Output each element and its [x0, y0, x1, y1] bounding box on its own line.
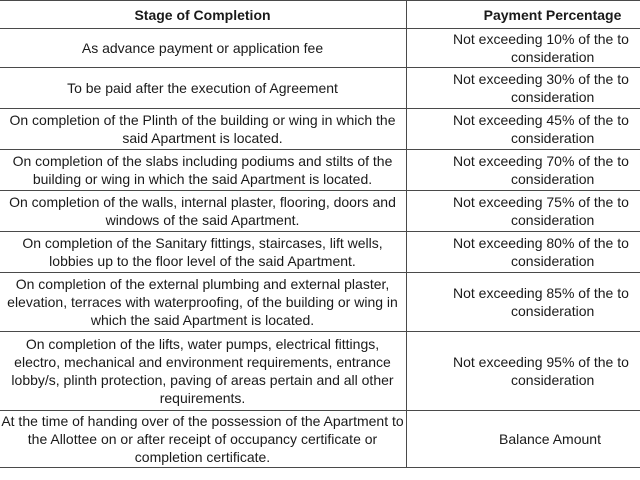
payment-line-2: consideration — [511, 49, 595, 65]
payment-line-1: Not exceeding 10% of the to — [453, 31, 629, 47]
payment-line-1: Balance Amount — [499, 431, 601, 447]
payment-cell — [407, 332, 640, 411]
table-row — [0, 232, 640, 273]
payment-line-1: Not exceeding 45% of the to — [453, 112, 629, 128]
payment-cell — [407, 109, 640, 150]
stage-cell: At the time of handing over of the possession of the Apartment to the Allottee on or after receipt of occupancy certificate or completion certificate. — [0, 411, 407, 468]
header-stage-of-completion: Stage of Completion — [0, 1, 407, 29]
payment-line-2: consideration — [511, 130, 595, 146]
stage-cell: On completion of the external plumbing and external plaster, elevation, terraces with waterproofing, of the building or wing in which the said Apartment is located. — [0, 273, 407, 332]
payment-line-1: Not exceeding 80% of the to — [453, 235, 629, 251]
table-row — [0, 109, 640, 150]
table-row — [0, 68, 640, 109]
table-row — [0, 411, 640, 468]
payment-cell — [407, 273, 640, 332]
payment-line-2: consideration — [511, 303, 595, 319]
payment-line-1: Not exceeding 85% of the to — [453, 285, 629, 301]
table-row — [0, 332, 640, 411]
table-row — [0, 191, 640, 232]
payment-line-1: Not exceeding 30% of the to — [453, 71, 629, 87]
payment-cell — [407, 411, 640, 468]
stage-cell: On completion of the walls, internal plaster, flooring, doors and windows of the said Apartment. — [0, 191, 407, 232]
stage-cell: On completion of the slabs including podiums and stilts of the building or wing in which the said Apartment is located. — [0, 150, 407, 191]
stage-cell: As advance payment or application fee — [0, 29, 407, 68]
payment-line-2: consideration — [511, 171, 595, 187]
payment-line-2: consideration — [511, 372, 595, 388]
table-row — [0, 29, 640, 68]
payment-cell — [407, 232, 640, 273]
table-row — [0, 273, 640, 332]
table-header-row — [0, 1, 640, 29]
table-row — [0, 150, 640, 191]
payment-cell — [407, 29, 640, 68]
stage-cell: On completion of the Plinth of the building or wing in which the said Apartment is located. — [0, 109, 407, 150]
payment-cell — [407, 68, 640, 109]
stage-cell: On completion of the lifts, water pumps, electrical fittings, electro, mechanical and environment requirements, entrance lobby/s, plinth protection, paving of areas pertain and all other requirements. — [0, 332, 407, 411]
header-payment-percentage: Payment Percentage — [407, 1, 640, 29]
payment-line-2: consideration — [511, 212, 595, 228]
payment-line-1: Not exceeding 70% of the to — [453, 153, 629, 169]
payment-cell — [407, 191, 640, 232]
payment-line-2: consideration — [511, 89, 595, 105]
stage-cell: To be paid after the execution of Agreement — [0, 68, 407, 109]
payment-line-1: Not exceeding 75% of the to — [453, 194, 629, 210]
payment-line-2: consideration — [511, 253, 595, 269]
payment-cell — [407, 150, 640, 191]
stage-cell: On completion of the Sanitary fittings, staircases, lift wells, lobbies up to the floor level of the said Apartment. — [0, 232, 407, 273]
payment-line-1: Not exceeding 95% of the to — [453, 354, 629, 370]
